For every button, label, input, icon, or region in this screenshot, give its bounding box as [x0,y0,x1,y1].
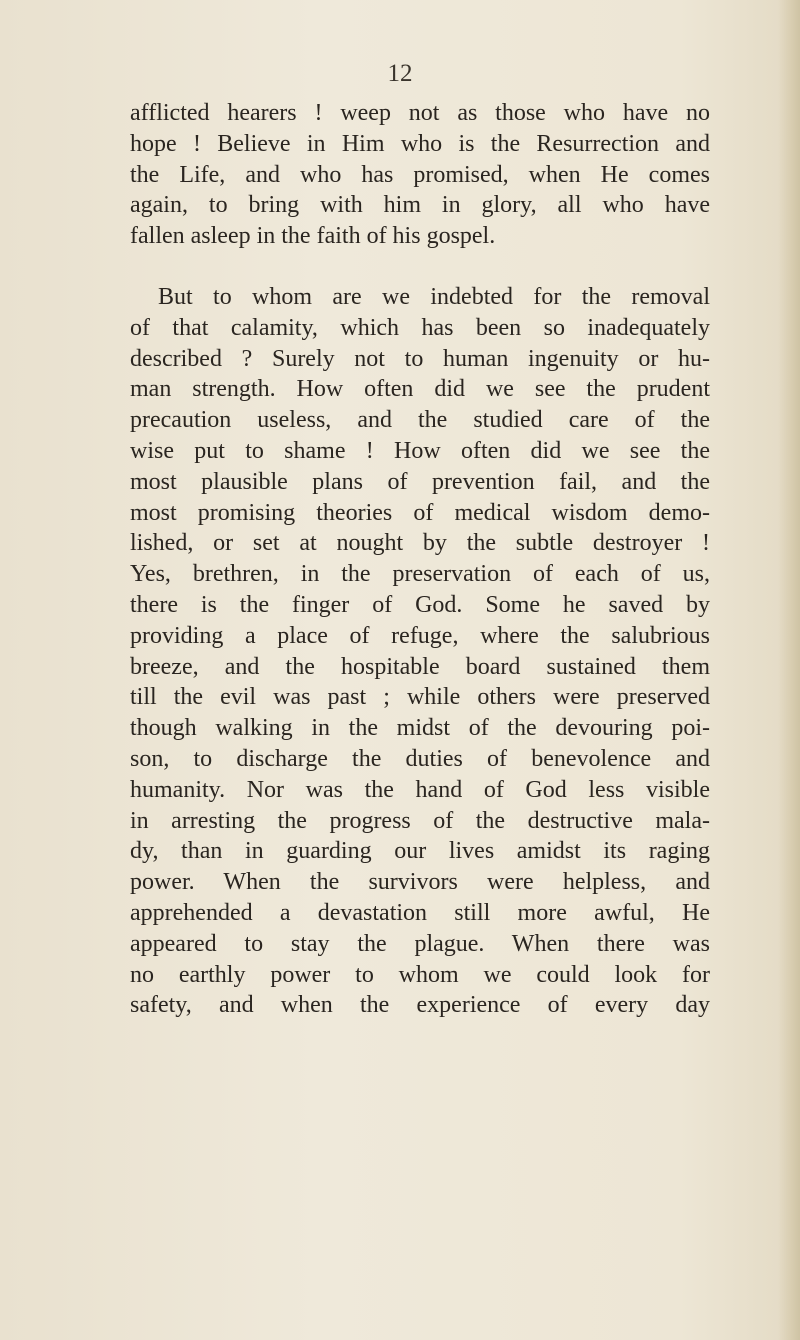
paragraph-gap [130,252,710,282]
text-line: But to whom are we indebted for the removal [158,283,710,310]
text-line: breeze, and the hospitable board sustained them [130,653,710,680]
text-line: there is the finger of God. Some he saved by [130,591,710,618]
text-line: humanity. Nor was the hand of God less visible [130,776,710,803]
text-line: son, to discharge the duties of benevolence and [130,745,710,772]
text-line: though walking in the midst of the devouring poi- [130,715,710,742]
text-line: lished, or set at nought by the subtle destroyer ! [130,530,710,557]
text-line: appeared to stay the plague. When there was [130,930,710,957]
text-line: apprehended a devastation still more awful, He [130,899,710,926]
paragraph [130,282,710,1021]
paragraph [130,98,710,252]
text-line: hope ! Believe in Him who is the Resurrection and [130,130,710,157]
text-line: again, to bring with him in glory, all who have [130,192,710,219]
page-number: 12 [387,60,413,87]
text-line: most plausible plans of prevention fail, and the [130,468,710,495]
text-line: dy, than in guarding our lives amidst its raging [130,838,710,865]
text-line: providing a place of refuge, where the salubrious [130,622,710,649]
text-line: of that calamity, which has been so inadequately [130,314,710,341]
text-line: afflicted hearers ! weep not as those who have no [130,100,710,126]
text-line: till the evil was past ; while others were preserved [130,684,710,711]
text-line: no earthly power to whom we could look for [130,961,710,988]
text-line: precaution useless, and the studied care of the [130,407,710,434]
page-edge-shadow [778,0,800,1340]
text-line: in arresting the progress of the destructive mala- [130,807,710,834]
text-line: fallen asleep in the faith of his gospel. [130,223,496,250]
text-line: power. When the survivors were helpless, and [130,869,710,896]
text-line: described ? Surely not to human ingenuity or hu- [130,345,710,372]
body-text [130,98,710,1021]
text-line: the Life, and who has promised, when He comes [130,161,710,188]
text-line: safety, and when the experience of every day [130,992,710,1019]
text-line: wise put to shame ! How often did we see the [130,437,710,464]
text-line: Yes, brethren, in the preservation of each of us, [130,561,710,588]
text-line: most promising theories of medical wisdom demo- [130,499,710,526]
text-line: man strength. How often did we see the prudent [130,376,710,403]
